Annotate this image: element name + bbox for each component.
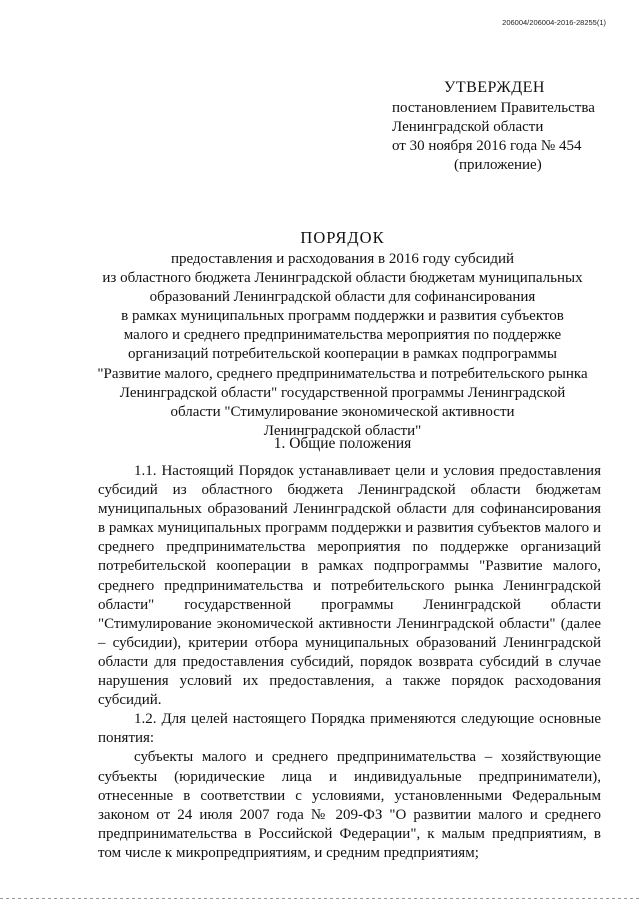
document-id: 206004/206004-2016-28255(1) bbox=[502, 18, 606, 27]
title-line: предоставления и расходования в 2016 году субсидий bbox=[170, 251, 515, 267]
title-line: из областного бюджета Ленинградской области бюджетам муниципальных bbox=[102, 270, 583, 287]
paragraph: 1.2. Для целей настоящего Порядка применяются следующие основные понятия: bbox=[98, 711, 601, 747]
section-heading: 1. Общие положения bbox=[273, 435, 412, 452]
approval-heading: УТВЕРЖДЕН bbox=[444, 79, 545, 96]
title-line: малого и среднего предпринимательства мероприятия по поддержке bbox=[123, 327, 562, 344]
title-line: Ленинградской области" bbox=[263, 422, 422, 439]
title-line: организаций потребительской кооперации в рамках подпрограммы bbox=[128, 346, 557, 363]
title-line: Ленинградской области" государственной программы Ленинградской bbox=[119, 384, 566, 401]
document-body bbox=[98, 462, 601, 863]
approval-line: постановлением Правительства bbox=[392, 100, 595, 116]
document-title: ПОРЯДОК bbox=[300, 228, 385, 247]
approval-stamp bbox=[392, 78, 602, 175]
approval-line: от 30 ноября 2016 года № 454 bbox=[392, 138, 582, 154]
title-line: образований Ленинградской области для софинансирования bbox=[149, 289, 536, 306]
paragraph: субъекты малого и среднего предпринимательства – хозяйствующие субъекты (юридические лица и индивидуальные предприниматели), отнесенные в соответствии с условиями, установленными Федеральным законом от 24 июля 2007 года № 209-ФЗ "О развитии малого и среднего предпринимательства в Российской Федерации", к малым предприятиям, в том числе к микропредприятиям, и средним предприятиям; bbox=[98, 749, 601, 861]
paragraph: 1.1. Настоящий Порядок устанавливает цели и условия предоставления субсидий из областного бюджета Ленинградской области бюджетам муниципальных образований Ленинградской области для софинансирования в рамках муниципальных программ поддержки и развития субъектов малого и среднего предпринимательства мероприятия по поддержке организаций потребительской кооперации в рамках подпрограммы "Развитие малого, среднего предпринимательства и потребительского рынка Ленинградской области" государственной программы Ленинградской области "Стимулирование экономической активности Ленинградской области" (далее – субсидии), критерии отбора муниципальных образований Ленинградской области для предоставления субсидий, порядок возврата субсидий в случае нарушения условий их предоставления, а также порядок расходования субсидий. bbox=[98, 463, 601, 709]
page-bottom-rule bbox=[0, 898, 640, 899]
approval-line: Ленинградской области bbox=[392, 119, 544, 135]
title-line: "Развитие малого, среднего предпринимательства и потребительского рынка bbox=[97, 365, 588, 382]
approval-line: (приложение) bbox=[454, 157, 542, 173]
title-line: в рамках муниципальных программ поддержки и развития субъектов bbox=[121, 308, 564, 325]
title-line: области "Стимулирование экономической активности bbox=[170, 403, 515, 420]
document-title-block bbox=[60, 228, 625, 441]
